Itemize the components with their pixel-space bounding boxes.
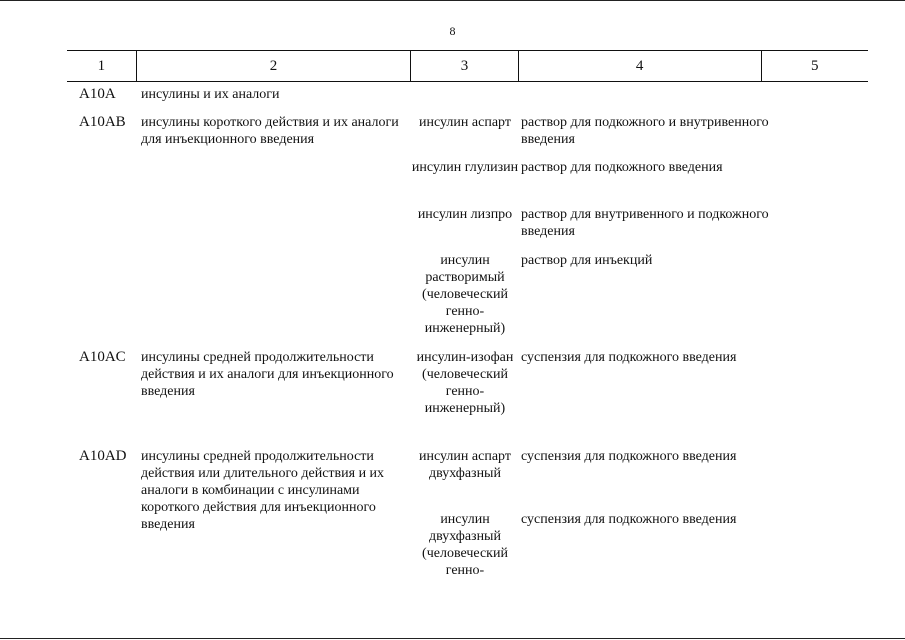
dosage-form: суспензия для подкожного введения xyxy=(521,449,737,464)
drug-name: инсулин лизпро xyxy=(417,207,513,222)
drug-name: инсулин аспарт xyxy=(419,115,511,130)
atc-group: инсулины и их аналоги xyxy=(141,87,280,102)
dosage-form: раствор для инъекций xyxy=(521,253,653,268)
header-col-2: 2 xyxy=(137,51,412,81)
dosage-form: раствор для подкожного и внутривенного введения xyxy=(521,115,769,147)
atc-code: A10AB xyxy=(79,114,126,130)
drug-name: инсулин аспарт двухфазный xyxy=(419,449,511,481)
scan-artifact-top xyxy=(0,0,905,1)
drug-name: инсулин двухфазный (человеческий генно- xyxy=(422,512,508,578)
scan-artifact-bottom xyxy=(0,638,905,639)
atc-code: A10A xyxy=(79,86,116,102)
page-number: 8 xyxy=(449,24,456,38)
atc-group: инсулины средней продолжительности действия или длительного действия и их аналоги в комбинации с инсулинами короткого действия для инъекционного введения xyxy=(141,449,385,532)
table-header xyxy=(67,50,868,82)
drug-name: инсулин растворимый (человеческий генно-инженерный) xyxy=(422,253,508,336)
atc-code: A10AC xyxy=(79,349,126,365)
atc-group: инсулины короткого действия и их аналоги для инъекционного введения xyxy=(141,115,399,147)
atc-code: A10AD xyxy=(79,448,127,464)
drug-name: инсулин глулизин xyxy=(411,160,519,175)
dosage-form: суспензия для подкожного введения xyxy=(521,350,737,365)
header-col-1: 1 xyxy=(67,51,137,81)
atc-group: инсулины средней продолжительности действия и их аналоги для инъекционного введения xyxy=(141,350,394,399)
drug-name: инсулин-изофан (человеческий генно-инженерный) xyxy=(416,350,514,416)
header-col-4: 4 xyxy=(519,51,762,81)
dosage-form: раствор для подкожного введения xyxy=(521,160,723,175)
dosage-form: раствор для внутривенного и подкожного введения xyxy=(521,207,769,239)
header-col-5: 5 xyxy=(811,57,819,74)
header-col-3: 3 xyxy=(411,51,518,81)
dosage-form: суспензия для подкожного введения xyxy=(521,512,737,527)
